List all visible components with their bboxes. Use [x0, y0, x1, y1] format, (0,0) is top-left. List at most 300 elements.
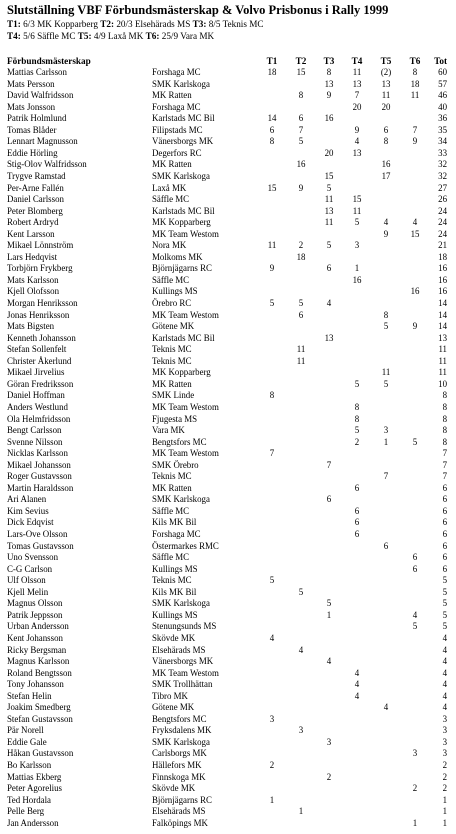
score-t5: (2) [380, 67, 392, 77]
section-header: Förbundsmästerskap [7, 56, 91, 66]
table-row [0, 702, 456, 713]
club-name: Kullings MS [152, 286, 198, 297]
club-name: Fryksdalens MK [152, 725, 212, 736]
club-name: Götene MK [152, 702, 195, 713]
score-total: 1 [442, 817, 447, 828]
driver-name: Roger Gustavsson [7, 471, 72, 482]
driver-name: Bengt Carlsson [7, 425, 62, 436]
score-total: 24 [438, 217, 447, 228]
table-row [0, 725, 456, 736]
col-header-t4: T4 [351, 56, 363, 66]
club-name: SMK Karlskoga [152, 494, 210, 505]
event-key: T1: [7, 19, 21, 29]
table-row [0, 263, 456, 274]
score-t3: 4 [326, 656, 332, 667]
score-total: 8 [442, 425, 447, 436]
driver-name: Håkan Gustavsson [7, 748, 74, 759]
driver-name: Stefan Gustavsson [7, 713, 73, 724]
driver-name: Torbjörn Frykberg [7, 263, 73, 274]
score-total: 32 [438, 170, 447, 181]
score-t2: 5 [298, 298, 304, 308]
score-t6: 16 [410, 286, 420, 297]
event-value: 4/9 Laxå MK [91, 31, 146, 41]
table-row [0, 541, 456, 552]
table-row [0, 344, 456, 355]
score-t3: 6 [326, 263, 332, 274]
club-name: Forshaga MC [152, 101, 201, 112]
score-t3: 13 [324, 205, 334, 216]
event-value: 5/6 Säffle MC [20, 31, 78, 41]
club-name: Molkoms MK [152, 251, 203, 262]
driver-name: Tony Johansson [7, 679, 64, 690]
event-value: 25/9 Vara MK [159, 31, 215, 41]
table-row [0, 529, 456, 540]
score-total: 5 [442, 598, 447, 609]
club-name: Filipstads MC [152, 124, 203, 135]
score-t3: 3 [326, 736, 332, 747]
club-name: Elsehärads MS [152, 806, 206, 817]
score-t5: 9 [383, 228, 389, 239]
score-t3: 20 [324, 147, 334, 158]
score-total: 7 [442, 448, 447, 459]
score-t6: 18 [410, 78, 420, 89]
table-row [0, 448, 456, 459]
event-key: T2: [100, 19, 115, 29]
club-name: MK Team Westom [152, 401, 219, 412]
score-total: 4 [442, 690, 447, 701]
driver-name: Martin Haraldsson [7, 482, 74, 493]
event-value: 8/5 Teknis MC [206, 19, 264, 29]
score-t6: 1 [412, 817, 418, 828]
driver-name: Mikael Lönnström [7, 240, 74, 251]
score-t2: 5 [298, 136, 304, 147]
table-row [0, 217, 456, 228]
score-t4: 16 [352, 274, 362, 285]
score-t3: 4 [326, 298, 332, 308]
driver-name: David Walfridsson [7, 90, 74, 101]
score-t5: 5 [383, 321, 389, 332]
score-t5: 5 [383, 378, 389, 389]
score-total: 36 [438, 113, 447, 124]
table-row [0, 67, 456, 78]
score-t1: 8 [269, 390, 275, 401]
score-total: 24 [438, 205, 447, 216]
club-name: Kullings MS [152, 609, 198, 620]
club-name: Björnjägarns RC [152, 794, 212, 805]
club-name: Säffle MC [152, 505, 190, 516]
event-key: T6: [145, 31, 160, 41]
score-t5: 13 [381, 78, 391, 89]
score-t1: 7 [269, 448, 275, 459]
table-row [0, 494, 456, 505]
score-t4: 7 [354, 90, 360, 101]
driver-name: Per-Arne Fallén [7, 182, 64, 193]
score-t5: 6 [383, 540, 389, 551]
score-t6: 9 [412, 136, 418, 147]
club-name: Tibro MK [152, 690, 188, 701]
driver-name: Lennart Magnusson [7, 136, 78, 147]
score-t2: 1 [298, 806, 304, 817]
score-t6: 3 [412, 748, 418, 759]
score-t5: 17 [381, 170, 391, 181]
table-row [0, 610, 456, 621]
club-name: SMK Karlskoga [152, 78, 210, 89]
driver-name: Mikael Jirvelius [7, 367, 65, 378]
score-total: 5 [442, 621, 447, 632]
score-t2: 4 [298, 644, 304, 655]
table-row [0, 552, 456, 563]
driver-name: Tomas Gustavsson [7, 540, 74, 551]
score-total: 14 [438, 321, 447, 332]
score-t4: 4 [354, 690, 360, 701]
club-name: Teknis MC [152, 575, 192, 586]
club-name: Teknis MC [152, 355, 192, 366]
table-row [0, 795, 456, 806]
table-row [0, 748, 456, 759]
table-row [0, 483, 456, 494]
score-total: 4 [442, 702, 447, 713]
driver-name: Daniel Carlsson [7, 194, 64, 205]
table-row [0, 229, 456, 240]
event-list-line-1 [7, 19, 264, 29]
club-name: Bengtsfors MC [152, 713, 207, 724]
driver-name: Lars-Ove Olsson [7, 529, 68, 539]
score-t6: 15 [410, 228, 420, 239]
driver-name: Eddie Gale [7, 736, 47, 747]
club-name: Vänersborgs MK [152, 656, 214, 667]
col-header-t2: T2 [295, 56, 307, 66]
score-total: 7 [442, 459, 447, 470]
table-row [0, 818, 456, 829]
club-name: Skövde MK [152, 783, 196, 794]
table-row [0, 679, 456, 690]
table-row [0, 517, 456, 528]
table-row [0, 356, 456, 367]
driver-name: Robert Ardryd [7, 217, 59, 228]
club-name: Götene MK [152, 321, 195, 332]
driver-name: Pelle Berg [7, 806, 45, 817]
event-key: T3: [192, 19, 207, 29]
score-total: 21 [438, 240, 447, 251]
club-name: MK Team Westom [152, 667, 219, 678]
event-key: T5: [77, 31, 92, 41]
score-t2: 6 [298, 309, 304, 320]
score-total: 2 [442, 783, 447, 794]
score-total: 32 [438, 159, 447, 170]
score-t1: 5 [269, 298, 275, 308]
score-total: 11 [438, 344, 447, 355]
club-name: MK Team Westom [152, 309, 219, 320]
table-row [0, 460, 456, 471]
score-total: 4 [442, 632, 447, 643]
score-t3: 11 [324, 217, 334, 228]
score-t1: 11 [267, 240, 277, 251]
score-t1: 8 [269, 136, 275, 147]
table-row [0, 806, 456, 817]
table-row [0, 136, 456, 147]
driver-name: Magnus Karlsson [7, 656, 70, 667]
club-name: SMK Trollhättan [152, 679, 213, 690]
score-t3: 13 [324, 78, 334, 89]
score-t1: 6 [269, 124, 275, 135]
table-row [0, 148, 456, 159]
score-t4: 9 [354, 124, 360, 135]
score-total: 60 [438, 67, 447, 77]
driver-name: Uno Svensson [7, 552, 59, 563]
club-name: Östermarkes RMC [152, 540, 219, 551]
club-name: MK Ratten [152, 378, 192, 389]
club-name: Nora MK [152, 240, 187, 251]
score-t5: 20 [381, 101, 391, 112]
score-t4: 6 [354, 517, 360, 528]
club-name: Degerfors RC [152, 147, 202, 158]
driver-name: Ulf Olsson [7, 575, 46, 586]
driver-name: Daniel Hoffman [7, 390, 65, 401]
score-total: 6 [442, 563, 447, 574]
driver-name: Ari Alanen [7, 494, 47, 505]
club-name: Kullings MS [152, 563, 198, 574]
score-t2: 18 [296, 251, 306, 262]
table-row [0, 714, 456, 725]
table-row [0, 298, 456, 309]
col-header-t1: T1 [266, 56, 278, 66]
score-total: 14 [438, 298, 447, 308]
score-t4: 3 [354, 240, 360, 251]
driver-name: Kim Sevius [7, 505, 49, 516]
score-t4: 6 [354, 529, 360, 539]
club-name: Säffle MC [152, 194, 190, 205]
score-t3: 16 [324, 113, 334, 124]
score-t3: 2 [326, 771, 332, 782]
club-name: MK Ratten [152, 482, 192, 493]
table-row [0, 564, 456, 575]
table-row [0, 506, 456, 517]
driver-name: Peter Blomberg [7, 205, 63, 216]
score-total: 13 [438, 332, 447, 343]
score-t2: 6 [298, 113, 304, 124]
score-t5: 1 [383, 436, 389, 447]
score-total: 40 [438, 101, 447, 112]
score-t5: 4 [383, 702, 389, 713]
table-row [0, 171, 456, 182]
club-name: MK Ratten [152, 90, 192, 101]
score-t3: 5 [326, 182, 332, 193]
score-total: 46 [438, 90, 447, 101]
table-row [0, 587, 456, 598]
score-total: 2 [442, 760, 447, 770]
score-t2: 7 [298, 124, 304, 135]
score-total: 6 [442, 517, 447, 528]
score-t1: 4 [269, 632, 275, 643]
driver-name: Jan Andersson [7, 817, 59, 828]
score-total: 4 [442, 667, 447, 678]
driver-name: Kent Larsson [7, 228, 55, 239]
driver-name: Mats Bigsten [7, 321, 55, 332]
driver-name: Dick Edqvist [7, 517, 54, 528]
col-header-t5: T5 [380, 56, 392, 66]
score-total: 4 [442, 656, 447, 667]
table-row [0, 252, 456, 263]
driver-name: Ola Helmfridsson [7, 413, 71, 424]
table-row [0, 668, 456, 679]
score-total: 8 [442, 436, 447, 447]
score-total: 35 [438, 124, 447, 135]
club-name: Karlstads MC Bil [152, 332, 215, 343]
score-t4: 11 [352, 205, 362, 216]
score-total: 7 [442, 471, 447, 482]
club-name: Carlsborgs MK [152, 748, 207, 759]
club-name: SMK Linde [152, 390, 195, 401]
score-total: 11 [438, 355, 447, 366]
score-t6: 4 [412, 217, 418, 228]
club-name: Vara MK [152, 425, 185, 436]
table-row [0, 575, 456, 586]
club-name: MK Kopparberg [152, 217, 211, 228]
score-t3: 7 [326, 459, 332, 470]
score-t3: 9 [326, 90, 332, 101]
club-name: MK Ratten [152, 159, 192, 170]
table-row [0, 379, 456, 390]
score-t1: 14 [267, 113, 277, 124]
score-t2: 5 [298, 586, 304, 597]
club-name: Fjugesta MS [152, 413, 198, 424]
score-t4: 1 [354, 263, 360, 274]
driver-name: Mikael Johansson [7, 459, 71, 470]
score-t5: 8 [383, 309, 389, 320]
driver-name: Urban Andersson [7, 621, 69, 632]
club-name: Elsehärads MS [152, 644, 206, 655]
club-name: Örebro RC [152, 298, 192, 308]
driver-name: Stefan Helin [7, 690, 52, 701]
col-header-tot: Tot [434, 56, 447, 66]
club-name: Bengtsfors MC [152, 436, 207, 447]
score-t4: 8 [354, 401, 360, 412]
score-t6: 7 [412, 124, 418, 135]
driver-name: Patrik Holmlund [7, 113, 67, 124]
score-t1: 5 [269, 575, 275, 586]
score-t6: 2 [412, 783, 418, 794]
table-row [0, 194, 456, 205]
score-t5: 11 [381, 367, 391, 378]
driver-name: Kjell Melin [7, 586, 49, 597]
page-title: Slutställning VBF Förbundsmästerskap & Volvo Prisbonus i Rally 1999 [7, 3, 389, 17]
score-t3: 1 [326, 609, 332, 620]
club-name: Björnjägarns RC [152, 263, 212, 274]
score-total: 8 [442, 390, 447, 401]
event-key: T4: [7, 31, 21, 41]
score-t2: 11 [296, 355, 306, 366]
driver-name: Magnus Olsson [7, 598, 63, 609]
score-t4: 4 [354, 136, 360, 147]
driver-name: Svenne Nilsson [7, 436, 63, 447]
driver-name: Mattias Carlsson [7, 67, 67, 77]
score-total: 5 [442, 575, 447, 586]
table-row [0, 333, 456, 344]
event-value: 6/3 MK Kopparberg [20, 19, 101, 29]
score-total: 6 [442, 494, 447, 505]
score-total: 26 [438, 194, 447, 205]
score-t2: 3 [298, 725, 304, 736]
score-total: 16 [438, 274, 447, 285]
club-name: MK Team Westom [152, 228, 219, 239]
driver-name: Kenneth Johansson [7, 332, 76, 343]
score-t4: 8 [354, 413, 360, 424]
score-total: 6 [442, 505, 447, 516]
driver-name: Joakim Smedberg [7, 702, 71, 713]
score-t4: 13 [352, 147, 362, 158]
club-name: Falköpings MK [152, 817, 208, 828]
table-row [0, 783, 456, 794]
table-row [0, 772, 456, 783]
table-row [0, 286, 456, 297]
score-total: 2 [442, 771, 447, 782]
table-row [0, 310, 456, 321]
driver-name: Kjell Olofsson [7, 286, 60, 297]
score-t1: 9 [269, 263, 275, 274]
club-name: Laxå MK [152, 182, 187, 193]
score-total: 14 [438, 309, 447, 320]
table-row [0, 321, 456, 332]
score-t4: 4 [354, 667, 360, 678]
table-row [0, 621, 456, 632]
driver-name: Morgan Henriksson [7, 298, 78, 308]
table-row [0, 102, 456, 113]
table-row [0, 471, 456, 482]
club-name: Karlstads MC Bil [152, 113, 215, 124]
score-total: 8 [442, 413, 447, 424]
score-total: 1 [442, 794, 447, 805]
score-total: 6 [442, 482, 447, 493]
club-name: SMK Örebro [152, 459, 199, 470]
score-t2: 16 [296, 159, 306, 170]
score-total: 33 [438, 147, 447, 158]
table-row [0, 275, 456, 286]
driver-name: Mattias Ekberg [7, 771, 62, 782]
club-name: Forshaga MC [152, 529, 201, 539]
score-t4: 5 [354, 217, 360, 228]
score-t6: 5 [412, 621, 418, 632]
score-t5: 7 [383, 471, 389, 482]
table-row [0, 633, 456, 644]
club-name: Skövde MK [152, 632, 196, 643]
table-row [0, 159, 456, 170]
score-total: 4 [442, 644, 447, 655]
club-name: Kils MK Bil [152, 586, 197, 597]
event-value: 20/3 Elsehärads MS [114, 19, 193, 29]
score-total: 3 [442, 748, 447, 759]
driver-name: Ted Hordala [7, 794, 51, 805]
club-name: Forshaga MC [152, 67, 201, 77]
score-t6: 11 [410, 90, 420, 101]
score-total: 11 [438, 367, 447, 378]
table-row [0, 206, 456, 217]
club-name: SMK Karlskoga [152, 170, 210, 181]
score-t5: 8 [383, 136, 389, 147]
club-name: SMK Karlskoga [152, 598, 210, 609]
score-t2: 2 [298, 240, 304, 251]
table-row [0, 737, 456, 748]
driver-name: Kent Johansson [7, 632, 63, 643]
score-t2: 8 [298, 90, 304, 101]
driver-name: Roland Bengtsson [7, 667, 72, 678]
driver-name: Göran Fredriksson [7, 378, 74, 389]
col-header-t6: T6 [409, 56, 421, 66]
score-t6: 5 [412, 436, 418, 447]
table-row [0, 414, 456, 425]
col-header-t3: T3 [323, 56, 335, 66]
score-t3: 5 [326, 598, 332, 609]
score-t2: 15 [296, 67, 306, 77]
